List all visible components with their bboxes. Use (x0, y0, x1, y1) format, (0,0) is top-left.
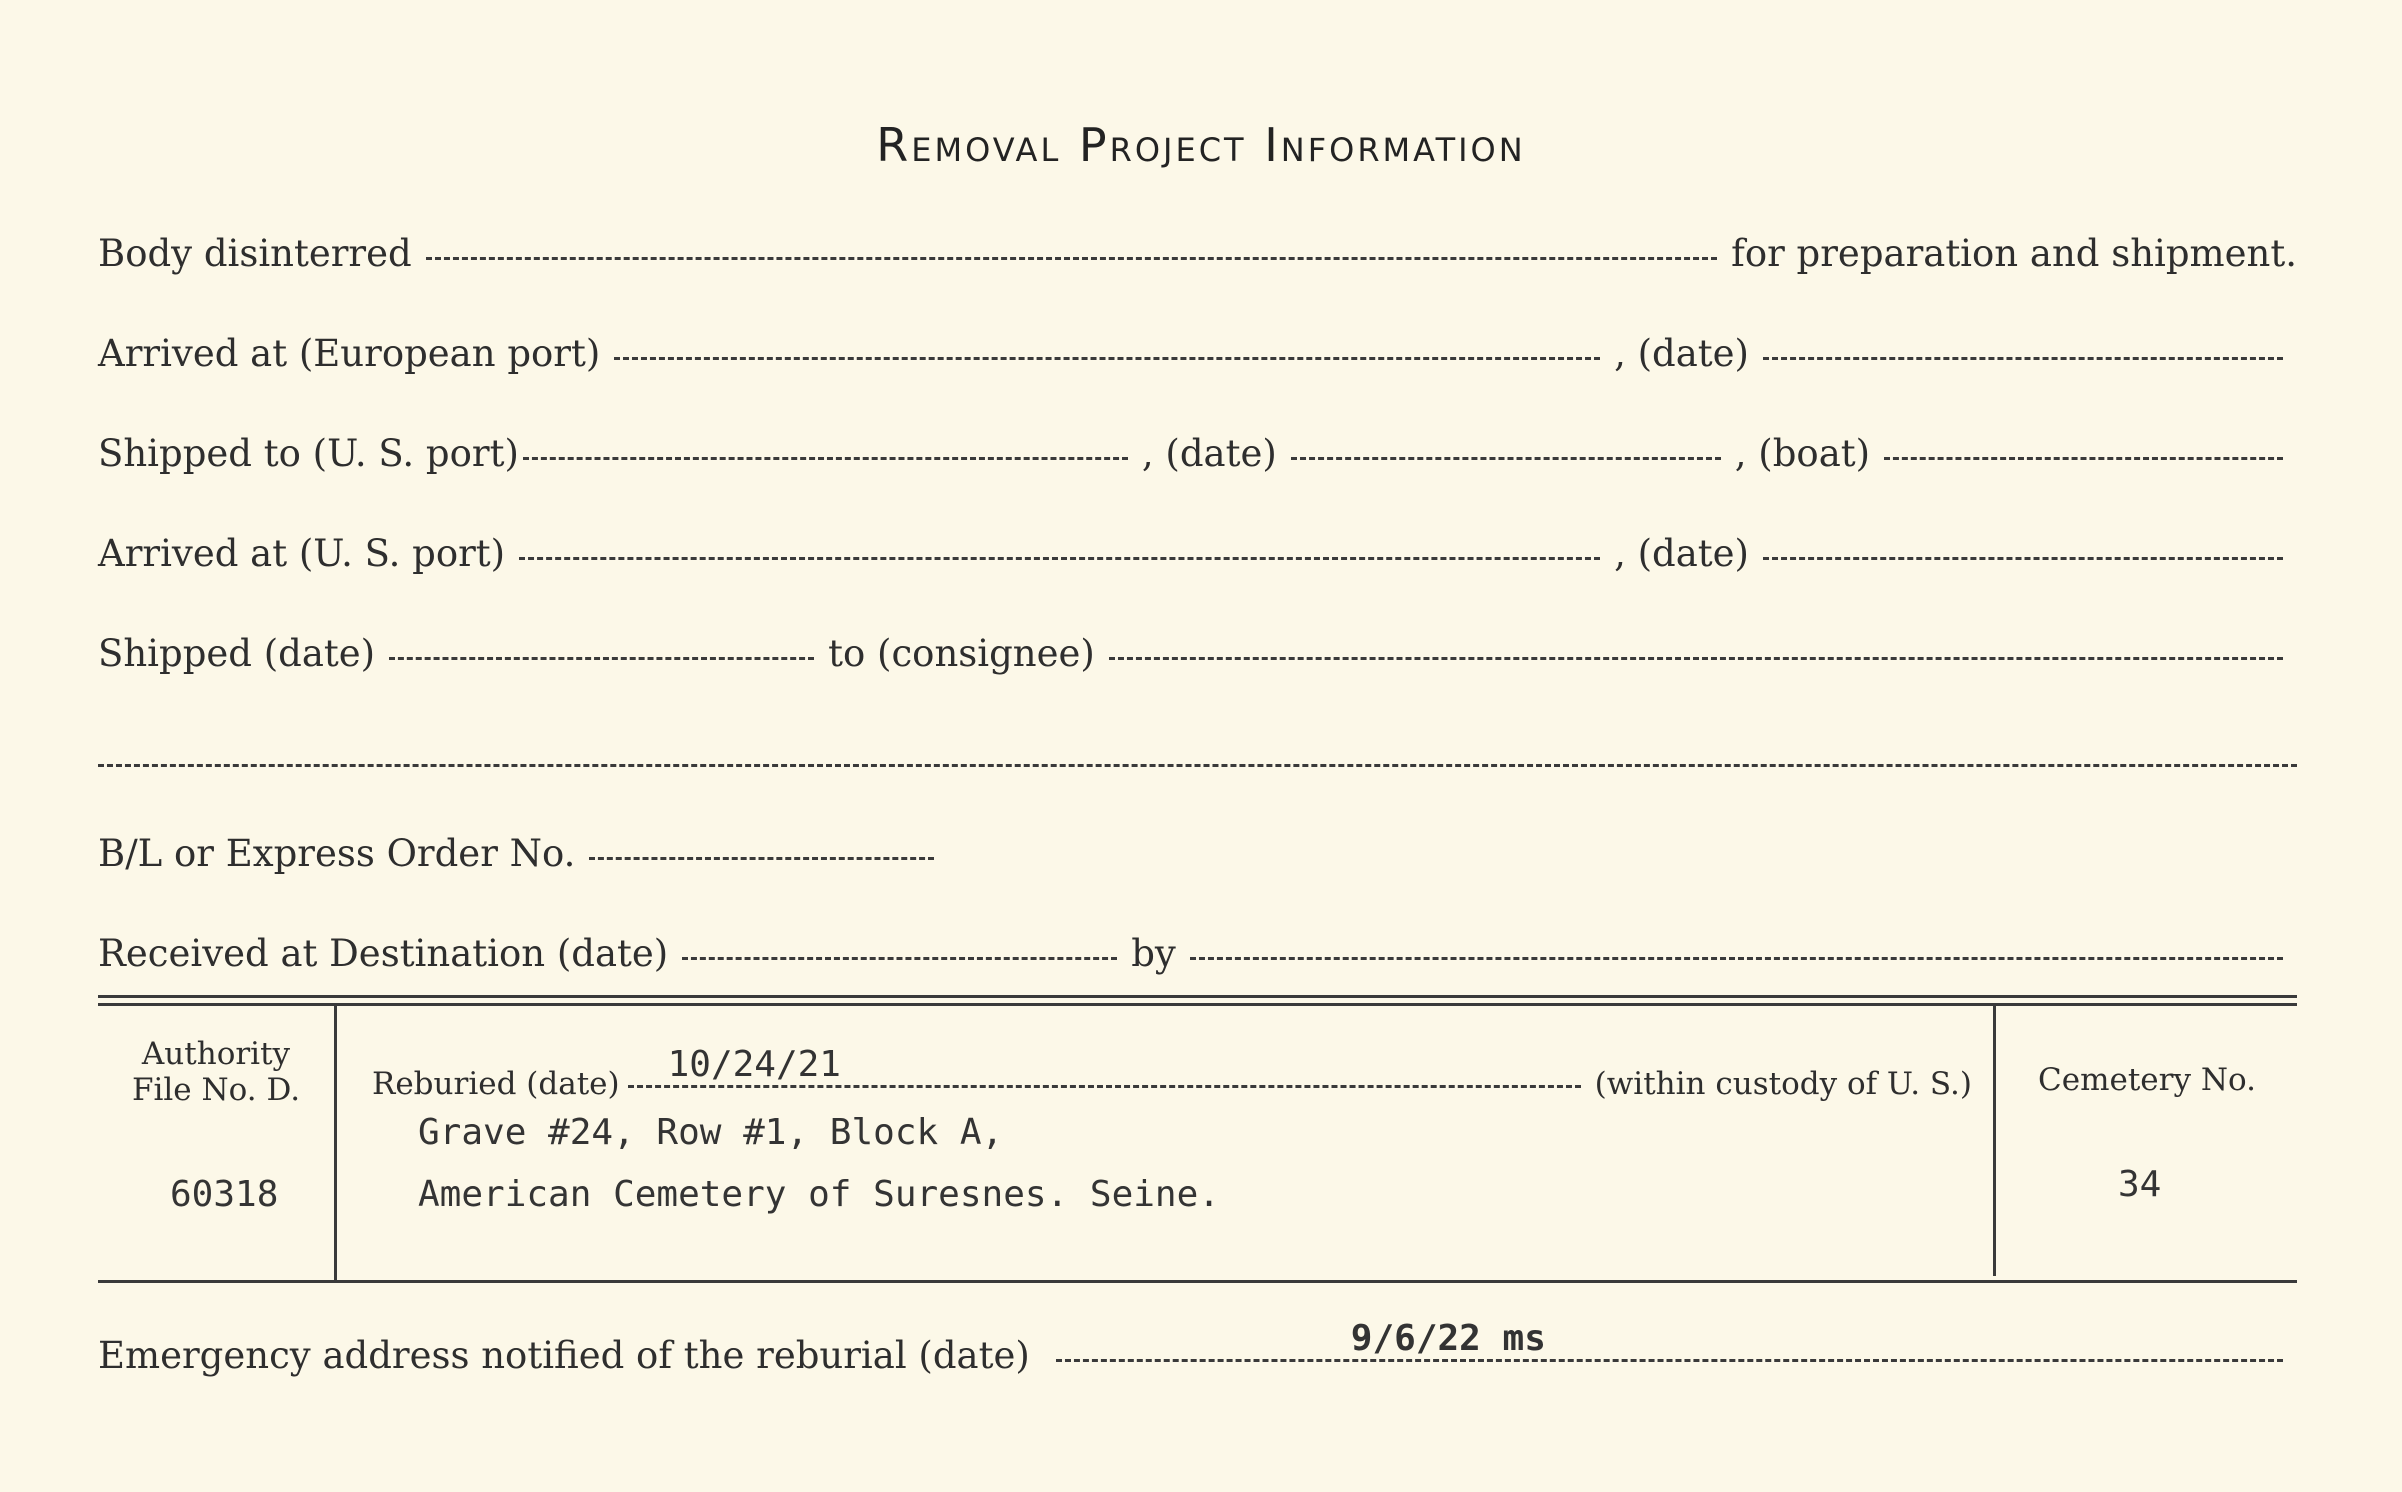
arrived-eu-date-field[interactable] (1763, 357, 2283, 360)
emergency-address-label: Emergency address notified of the reburial (date) (98, 1334, 1030, 1377)
european-port-field[interactable] (614, 357, 1600, 360)
reburied-date-field[interactable] (628, 1044, 1581, 1088)
arrived-us-date-label: , (date) (1614, 532, 1749, 575)
row-shipped-date (98, 632, 2297, 675)
cemetery-no-label: Cemetery No. (2038, 1062, 2256, 1098)
row-reburied (372, 1044, 1972, 1102)
row-body-disinterred (98, 232, 2297, 275)
shipped-us-date-label: , (date) (1141, 432, 1277, 475)
cemetery-no-value: 34 (2118, 1164, 2162, 1205)
body-disinterred-label: Body disinterred (98, 232, 412, 275)
body-disinterred-field[interactable] (426, 257, 1717, 260)
authority-label-line-2: File No. D. (131, 1072, 301, 1108)
us-port-field[interactable] (523, 457, 1128, 460)
arrived-eu-date-label: , (date) (1614, 332, 1749, 375)
received-date-field[interactable] (682, 957, 1117, 960)
consignee-field[interactable] (1109, 657, 2283, 660)
emergency-date-value: 9/6/22 ms (1350, 1318, 1546, 1359)
box-bottom-rule (98, 1280, 2297, 1283)
cemetery-name-text: American Cemetery of Suresnes. Seine. (418, 1174, 1220, 1215)
by-label: by (1131, 932, 1176, 975)
consignee-continuation-line[interactable] (98, 764, 2297, 767)
boat-field[interactable] (1884, 457, 2283, 460)
row-arrived-us-port (98, 532, 2297, 575)
reburied-date-value: 10/24/21 (667, 1044, 841, 1085)
authority-label-line-1: Authority (141, 1036, 291, 1072)
shipped-date-label: Shipped (date) (98, 632, 376, 675)
page-title: Removal Project Information (876, 118, 1526, 172)
custody-label: (within custody of U. S.) (1594, 1066, 1972, 1102)
arrived-us-port-field[interactable] (519, 557, 1600, 560)
boat-label: , (boat) (1734, 432, 1871, 475)
box-divider-right (1993, 1006, 1996, 1276)
received-destination-label: Received at Destination (date) (98, 932, 669, 975)
shipped-us-port-label: Shipped to (U. S. port) (98, 432, 519, 475)
grave-location-text: Grave #24, Row #1, Block A, (418, 1112, 1004, 1153)
shipped-date-field[interactable] (389, 657, 814, 660)
emergency-date-field[interactable] (1056, 1318, 2283, 1362)
shipped-us-date-field[interactable] (1291, 457, 1721, 460)
row-emergency-address (98, 1318, 2297, 1377)
row-bl-order (98, 832, 2297, 875)
preparation-shipment-label: for preparation and shipment. (1731, 232, 2297, 275)
received-by-field[interactable] (1190, 957, 2283, 960)
bl-order-label: B/L or Express Order No. (98, 832, 576, 875)
row-shipped-us-port (98, 432, 2297, 475)
row-arrived-european-port (98, 332, 2297, 375)
arrived-us-port-label: Arrived at (U. S. port) (98, 532, 506, 575)
file-number-value: 60318 (170, 1174, 279, 1215)
arrived-european-port-label: Arrived at (European port) (98, 332, 601, 375)
box-top-rule-2 (98, 1003, 2297, 1006)
consignee-label: to (consignee) (828, 632, 1095, 675)
arrived-us-date-field[interactable] (1763, 557, 2283, 560)
reburied-date-label: Reburied (date) (372, 1066, 620, 1102)
box-top-rule-1 (98, 995, 2297, 998)
box-divider-left (334, 1006, 337, 1281)
row-received-destination (98, 932, 2297, 975)
bl-order-field[interactable] (589, 857, 934, 860)
authority-label (98, 1036, 334, 1108)
